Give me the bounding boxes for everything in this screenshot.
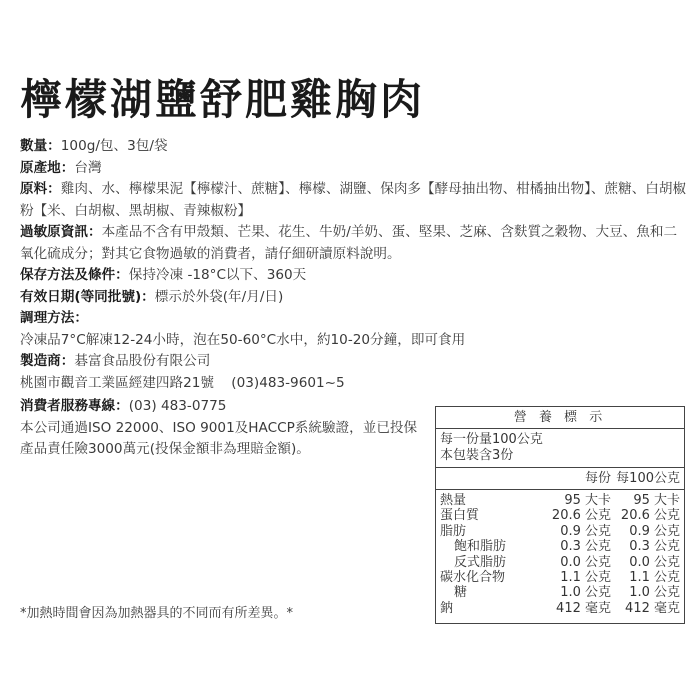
expiry-label: 有效日期(等同批號)： xyxy=(20,288,155,305)
allergen-line xyxy=(20,222,688,265)
manufacturer-label: 製造商： xyxy=(20,353,75,369)
nutrition-row-trans-fat xyxy=(440,555,680,570)
nutrient-name: 脂肪 xyxy=(440,523,467,539)
per-serving-value: 1.1 公克 xyxy=(560,569,611,585)
allergen-label: 過敏原資訊： xyxy=(20,224,102,240)
origin-line xyxy=(20,158,688,180)
origin-label: 原產地： xyxy=(20,159,75,176)
heating-footnote: *加熱時間會因為加熱器具的不同而有所差異。* xyxy=(20,606,294,621)
quantity-label: 數量： xyxy=(20,138,61,154)
serving-info xyxy=(436,429,684,468)
nutrient-name: 糖 xyxy=(454,585,468,601)
per-serving-value: 1.0 公克 xyxy=(560,585,611,601)
nutrition-rows xyxy=(436,490,684,616)
nutrition-row-fat xyxy=(440,524,680,539)
nutrition-column-headers xyxy=(436,468,684,490)
per-100g-value: 1.0 公克 xyxy=(629,585,680,601)
expiry-value: 標示於外袋(年/月/日) xyxy=(154,288,284,305)
storage-value: 保持冷凍 -18°C以下、360天 xyxy=(128,267,307,283)
per-serving-header: 每份 xyxy=(584,471,611,486)
storage-line xyxy=(20,265,688,287)
service-line xyxy=(20,396,425,418)
servings-per-package: 本包裝含3份 xyxy=(440,448,514,463)
manufacturer-address: 桃園市觀音工業區經建四路21號 (03)483-9601~5 xyxy=(20,374,345,391)
nutrient-name: 飽和脂肪 xyxy=(454,539,507,555)
per-100g-value: 95 大卡 xyxy=(633,493,680,508)
nutrient-name: 鈉 xyxy=(440,600,454,616)
per-100g-value: 20.6 公克 xyxy=(620,508,680,524)
nutrition-title: 營 養 標 示 xyxy=(436,407,684,429)
per-serving-value: 412 毫克 xyxy=(556,600,611,616)
manufacturer-line xyxy=(20,351,688,373)
nutrient-name: 熱量 xyxy=(440,493,467,508)
nutrient-name: 碳水化合物 xyxy=(440,569,506,585)
product-title: 檸檬湖鹽舒肥雞胸肉 xyxy=(20,75,426,124)
consumer-service xyxy=(20,396,425,461)
product-info xyxy=(20,136,688,394)
nutrition-row-sugar xyxy=(440,585,680,600)
serving-size: 每一份量100公克 xyxy=(440,432,543,447)
per-serving-value: 0.0 公克 xyxy=(560,554,611,570)
nutrient-name: 蛋白質 xyxy=(440,508,480,524)
per-100g-value: 1.1 公克 xyxy=(629,569,680,585)
cooking-value: 冷凍品7°C解凍12-24小時，泡在50-60°C水中，約10-20分鐘，即可食用 xyxy=(20,331,466,348)
nutrient-name: 反式脂肪 xyxy=(454,554,507,570)
allergen-value: 本產品不含有甲殼類、芒果、花生、牛奶/羊奶、蛋、堅果、芝麻、含麩質之穀物、大豆、魚和二氧化硫成分；對其它食物過敏的消費者，請仔細研讀原料說明。 xyxy=(20,224,678,262)
per-serving-value: 0.3 公克 xyxy=(560,539,611,555)
per-100g-value: 0.3 公克 xyxy=(629,539,680,555)
ingredients-label: 原料： xyxy=(20,181,61,197)
per-100g-value: 0.0 公克 xyxy=(629,554,680,570)
origin-value: 台灣 xyxy=(74,159,102,176)
per-100g-value: 0.9 公克 xyxy=(629,523,680,539)
cooking-label: 調理方法： xyxy=(20,310,88,326)
quantity-value: 100g/包、3包/袋 xyxy=(60,138,168,154)
nutrition-row-sodium xyxy=(440,601,680,616)
nutrition-row-protein xyxy=(440,508,680,523)
certification-text: 本公司通過ISO 22000、ISO 9001及HACCP系統驗證，並已投保產品責任險3000萬元(投保金額非為理賠金額)。 xyxy=(20,419,418,457)
per-serving-value: 20.6 公克 xyxy=(551,508,611,524)
expiry-line xyxy=(20,287,688,309)
per-serving-value: 0.9 公克 xyxy=(560,523,611,539)
per-100g-header: 每100公克 xyxy=(616,471,680,486)
manufacturer-name: 碁富食品股份有限公司 xyxy=(74,353,211,369)
quantity-line xyxy=(20,136,688,158)
service-phone: (03) 483-0775 xyxy=(128,398,227,414)
nutrition-row-saturated-fat xyxy=(440,539,680,554)
ingredients-line xyxy=(20,179,688,222)
per-100g-value: 412 毫克 xyxy=(625,600,680,616)
per-serving-value: 95 大卡 xyxy=(564,493,611,508)
storage-label: 保存方法及條件： xyxy=(20,267,129,283)
nutrition-row-carbohydrate xyxy=(440,570,680,585)
nutrition-row-calories xyxy=(440,493,680,508)
cooking-line xyxy=(20,308,688,330)
nutrition-table xyxy=(435,406,685,624)
ingredients-value: 雞肉、水、檸檬果泥【檸檬汁、蔗糖】、檸檬、湖鹽、保肉多【酵母抽出物、柑橘抽出物】、蔗糖、白胡椒粉【米、白胡椒、黑胡椒、青辣椒粉】 xyxy=(20,181,687,219)
service-label: 消費者服務專線： xyxy=(20,398,129,414)
